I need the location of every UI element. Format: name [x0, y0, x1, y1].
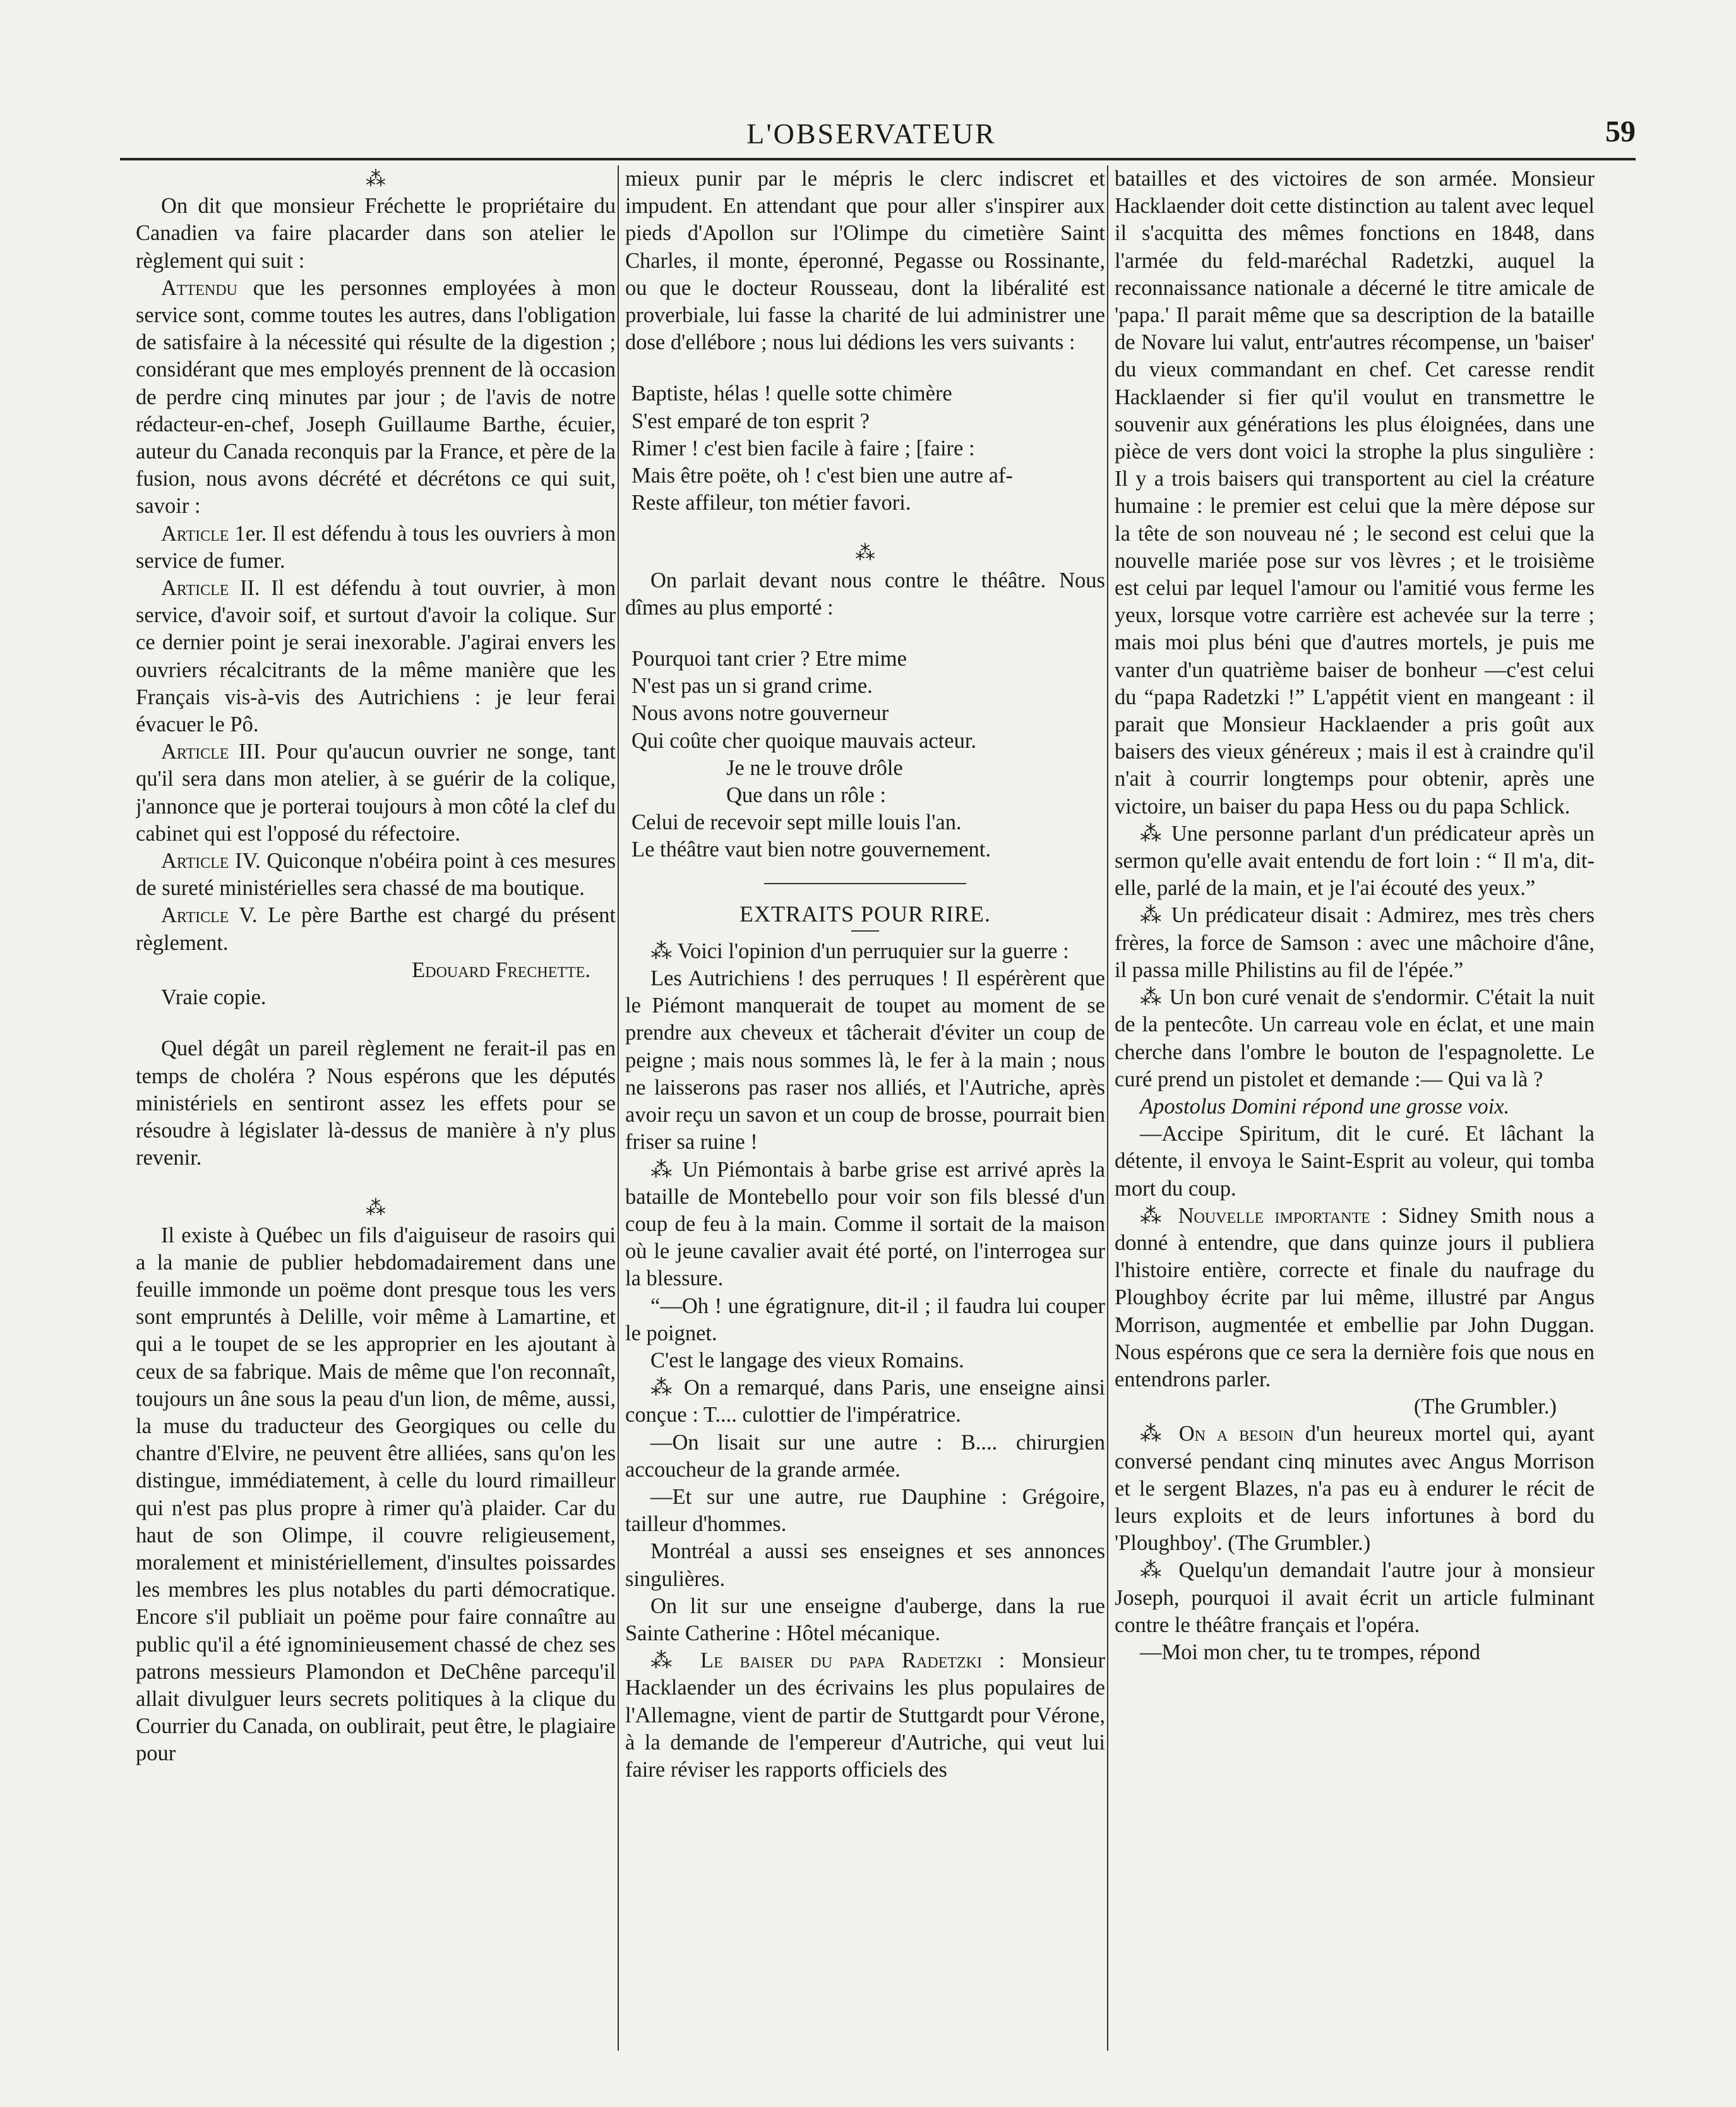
paragraph-text: Monsieur Hacklaender un des écrivains les plus populaires de l'Allemagne, vient de partir de Stuttgardt pour Vérone, à la demande de l'empereur d'Autriche, qui veut lui faire réviser les rapports officiels des [625, 1648, 1105, 1782]
anecdote: On lit sur une enseigne d'auberge, dans la rue Sainte Catherine : Hôtel mécanique. [625, 1594, 1105, 1645]
lead-word: Article [161, 740, 229, 764]
column-1 [136, 165, 616, 2060]
paragraph: Quel dégât un pareil règlement ne ferait-il pas en temps de choléra ? Nous espérons que les députés ministériels en sentiront assez les effets pour se résoudre à législater là-dessus de manière à n'y plus revenir. [136, 1036, 616, 1170]
paragraph-text: IV. Quiconque n'obéira point à ces mesures de sureté ministérielles sera chassé de ma boutique. [136, 849, 616, 901]
paragraph-text: Sidney Smith nous a donné à entendre, que dans quinze jours il publiera l'histoire entière, correcte et finale du naufrage du Ploughboy écrite par lui même, illustré par Angus Morrison, augmentée et embellie par John Duggan. Nous espérons que ce sera la dernière fois que nous en entendrons parler. [1115, 1203, 1595, 1391]
article-1 [136, 520, 616, 575]
lead-word: Article [161, 521, 229, 546]
asterism: ⁂ [366, 1196, 386, 1220]
anecdote [625, 1647, 1105, 1784]
verse-block [625, 645, 1105, 864]
verse-line: Rimer ! c'est bien facile à faire ; [faire : [632, 436, 975, 460]
article-5 [136, 902, 616, 956]
verse-line: S'est emparé de ton esprit ? [632, 409, 870, 433]
paragraph: mieux punir par le mépris le clerc indiscret et impudent. En attendant que pour aller s'inspirer aux pieds d'Apollon sur l'Olimpe du cimetière Saint Charles, il monte, éperonné, Pegasse ou Rossinante, ou que le docteur Rousseau, dont la libéralité est proverbiale, lui fasse la charité de lui administrer une dose d'ellébore ; nous lui dédions les vers suivants : [625, 167, 1105, 355]
anecdote: Apostolus Domini répond une grosse voix. [1140, 1094, 1510, 1119]
paragraph-text: que les personnes employées à mon service sont, comme toutes les autres, dans l'obligation de satisfaire à la nécessité qui résulte de la digestion ; considérant que mes employés prennent de là occasion de perdre cinq minutes par jour ; de l'avis de notre rédacteur-en-chef, Joseph Guillaume Barthe, écuier, auteur du Canada reconquis par la France, et père de la fusion, nous avons décrété et décrétons ce qui suit, savoir : [136, 275, 616, 519]
verse-line: Pourquoi tant crier ? Etre mime [632, 647, 907, 671]
anecdote [1115, 1203, 1595, 1393]
paragraph: On dit que monsieur Fréchette le propriétaire du Canadien va faire placarder dans son atelier le règlement qui suit : [136, 194, 616, 273]
lead-word: ⁂ On a besoin [1140, 1422, 1294, 1446]
paragraph-text: d'un heureux mortel qui, ayant conversé pendant cinq minutes avec Angus Morrison et le sergent Blazes, n'a pas eu à endurer le récit de leurs exploits et de leurs infortunes à bord du 'Ploughboy'. (The Grumbler.) [1115, 1422, 1595, 1556]
column-2 [625, 165, 1105, 2060]
lead-word: ⁂ Nouvelle importante : [1140, 1203, 1387, 1228]
verse-line: Celui de recevoir sept mille louis l'an. [632, 810, 962, 835]
spacer [136, 1011, 616, 1035]
page-number: 59 [1605, 115, 1636, 148]
verse-line: Qui coûte cher quoique mauvais acteur. [632, 728, 977, 753]
paragraph: On parlait devant nous contre le théâtre. Nous dîmes au plus emporté : [625, 568, 1105, 620]
anecdote: ⁂ Un bon curé venait de s'endormir. C'était la nuit de la pentecôte. Un carreau vole en éclat, et une main cherche dans l'ombre le bouton de l'espagnolette. Le curé prend un pistolet et demande :— Qui va là ? [1115, 985, 1595, 1091]
anecdote: ⁂ Un Piémontais à barbe grise est arrivé après la bataille de Montebello pour voir son fils blessé d'un coup de feu à la main. Comme il sortait de la maison où le jeune cavalier avait été porté, on l'interrogea sur la blessure. [625, 1157, 1105, 1291]
anecdote: “—Oh ! une égratignure, dit-il ; il faudra lui couper le poignet. [625, 1294, 1105, 1345]
anecdote [1115, 1420, 1595, 1557]
article-3 [136, 738, 616, 848]
true-copy: Vraie copie. [161, 985, 266, 1010]
lead-word: Article [161, 849, 229, 873]
header-rule [120, 158, 1636, 160]
verse-line: Le théâtre vaut bien notre gouvernement. [632, 837, 991, 862]
spacer [625, 621, 1105, 645]
paragraph: batailles et des victoires de son armée. Monsieur Hacklaender doit cette distinction au talent avec lequel il s'acquitta des mêmes fonctions en 1848, dans l'armée du feld-maréchal Radetzki, auquel la reconnaissance nationale a décerné le titre amicale de 'papa.' Il parait même que sa description de la bataille de Novare lui valut, entr'autres récompense, un 'baiser' du vieux commandant en chef. Cet caresse rendit Hacklaender si fier qu'il voulut en transmettre le souvenir aux générations les plus éloignées, dans une pièce de vers dont voici la strophe la plus singulière : Il y a trois baisers qui transportent au ciel la créature humaine : le premier est celui que la mère dépose sur la tête de son nouveau né ; le second est celui que la nouvelle mariée pose sur vos lèvres ; et le troisième est celui par lequel l'amour ou l'amitié vous ferme les yeux, lorsque votre carrière est achevée sur la terre ; mais moi plus béni que d'autres mortels, je puis me vanter d'un quatrième baiser de bonheur —c'est celui du “papa Radetzki !” L'appétit vient en mangeant : il parait que Monsieur Hacklaender a pris goût aux baisers des vieux généreux ; mais il est à craindre qu'il n'ait à courrir longtemps pour obtenir, après une victoire, un baiser du papa Hess ou du papa Schlick. [1115, 167, 1595, 819]
paragraph: Il existe à Québec un fils d'aiguiseur de rasoirs qui a la manie de publier hebdomadairement dans une feuille immonde un poëme dont presque tous les vers sont empruntés à Delille, voir même à Lamartine, et qui a le toupet de se les approprier en les ajoutant à ceux de sa fabrique. Mais de même que l'on reconnaît, toujours un âne sous la peau d'un lion, de même, aussi, la muse du traducteur des Georgiques ou celle du chantre d'Elvire, ne peuvent être alliées, sans qu'on les distingue, immédiatement, à celle du lourd rimailleur qui n'est pas plus propre à rimer qu'à plaider. Car du haut de son Olimpe, il couvre religieusement, moralement et ministériellement, d'insultes poissardes les membres les plus notables du parti démocratique. Encore s'il publiait un poëme pour faire connaître au public qu'il a été ignominieusement chassé de chez ses patrons messieurs Plamondon et DeChêne parcequ'il allait divulguer leurs secrets politiques à la clique du Courrier du Canada, on oublirait, peut être, le plagiaire pour [136, 1223, 616, 1766]
lead-word: ⁂ Le baiser du papa Radetzki : [650, 1648, 1005, 1673]
verse-line: Que dans un rôle : [726, 783, 886, 808]
page-header [114, 115, 1636, 164]
anecdote: —Et sur une autre, rue Dauphine : Grégoire, tailleur d'hommes. [625, 1484, 1105, 1537]
anecdote: ⁂ Quelqu'un demandait l'autre jour à monsieur Joseph, pourquoi il avait écrit un article fulminant contre le théâtre français et l'opéra. [1115, 1558, 1595, 1637]
anecdote: —On lisait sur une autre : B.... chirurgien accoucheur de la grande armée. [625, 1430, 1105, 1482]
spacer [625, 356, 1105, 380]
verse-line: N'est pas un si grand crime. [632, 674, 873, 699]
section-title: EXTRAITS POUR RIRE. [739, 901, 991, 927]
source-credit: (The Grumbler.) [1413, 1395, 1557, 1419]
paragraph [136, 275, 616, 520]
anecdote: C'est le langage des vieux Romains. [650, 1348, 964, 1372]
anecdote: Montréal a aussi ses enseignes et ses annonces singulières. [625, 1539, 1105, 1591]
verse-line: Je ne le trouve drôle [726, 755, 903, 780]
paragraph-text: III. Pour qu'aucun ouvrier ne songe, tant qu'il sera dans mon atelier, à se guérir de la colique, j'annonce que je porterai toujours à mon côté la clef du cabinet qui est l'opposé du réfectoire. [136, 740, 616, 846]
anecdote: ⁂ On a remarqué, dans Paris, une enseigne ainsi conçue : T.... culottier de l'impératrice. [625, 1376, 1105, 1427]
paragraph-text: II. Il est défendu à tout ouvrier, à mon service, d'avoir soif, et surtout d'avoir la colique. Sur ce dernier point je serai inexorable. J'agirai envers les ouvriers récalcitrants de la même manière que les Français vis-à-vis des Autrichiens : je leur ferai évacuer le Pô. [136, 576, 616, 737]
title-dash [851, 930, 879, 932]
anecdote: ⁂ Une personne parlant d'un prédicateur après un sermon qu'elle avait entendu de fort loin : “ Il m'a, dit-elle, parlé de la main, et je l'ai écouté des yeux.” [1115, 821, 1595, 901]
column-3 [1115, 165, 1595, 2060]
section-rule [764, 883, 966, 884]
anecdote: —Moi mon cher, tu te trompes, répond [1140, 1640, 1481, 1664]
column-rule [1107, 165, 1108, 2051]
asterism: ⁂ [855, 541, 875, 565]
lead-word: Article [161, 903, 229, 928]
anecdote: —Accipe Spiritum, dit le curé. Et lâchant la détente, il envoya le Saint-Esprit au voleur, qui tomba mort du coup. [1115, 1122, 1595, 1201]
column-rule [618, 165, 619, 2051]
article-2 [136, 575, 616, 738]
paragraph-text: V. Le père Barthe est chargé du présent règlement. [136, 903, 616, 955]
article-4 [136, 848, 616, 902]
anecdote: ⁂ Voici l'opinion d'un perruquier sur la guerre : [650, 939, 1069, 963]
verse-block [625, 380, 1105, 517]
asterism: ⁂ [366, 167, 386, 190]
signature: Edouard Frechette. [412, 957, 590, 982]
verse-line: Mais être poëte, oh ! c'est bien une autre af- [632, 464, 1013, 488]
verse-line: Reste affileur, ton métier favori. [632, 491, 911, 515]
anecdote: Les Autrichiens ! des perruques ! Il espérèrent que le Piémont manquerait de toupet au moment de se prendre aux cheveux et tâcherait d'éviter un coup de peigne ; mais nous sommes là, le fer à la main ; nous ne laisserons pas raser nos alliés, et l'Autriche, après avoir reçu un savon et un coup de brosse, pourrait bien friser sa ruine ! [625, 966, 1105, 1155]
anecdote: ⁂ Un prédicateur disait : Admirez, mes très chers frères, la force de Samson : avec une mâchoire d'âne, il passa mille Philistins au fil de l'épée.” [1115, 903, 1595, 982]
running-title: L'OBSERVATEUR [746, 117, 997, 150]
paragraph-text: 1er. Il est défendu à tous les ouvriers à mon service de fumer. [136, 521, 616, 573]
lead-word: Attendu [161, 275, 237, 300]
lead-word: Article [161, 576, 229, 601]
verse-line: Nous avons notre gouverneur [632, 701, 889, 726]
verse-line: Baptiste, hélas ! quelle sotte chimère [632, 381, 952, 406]
